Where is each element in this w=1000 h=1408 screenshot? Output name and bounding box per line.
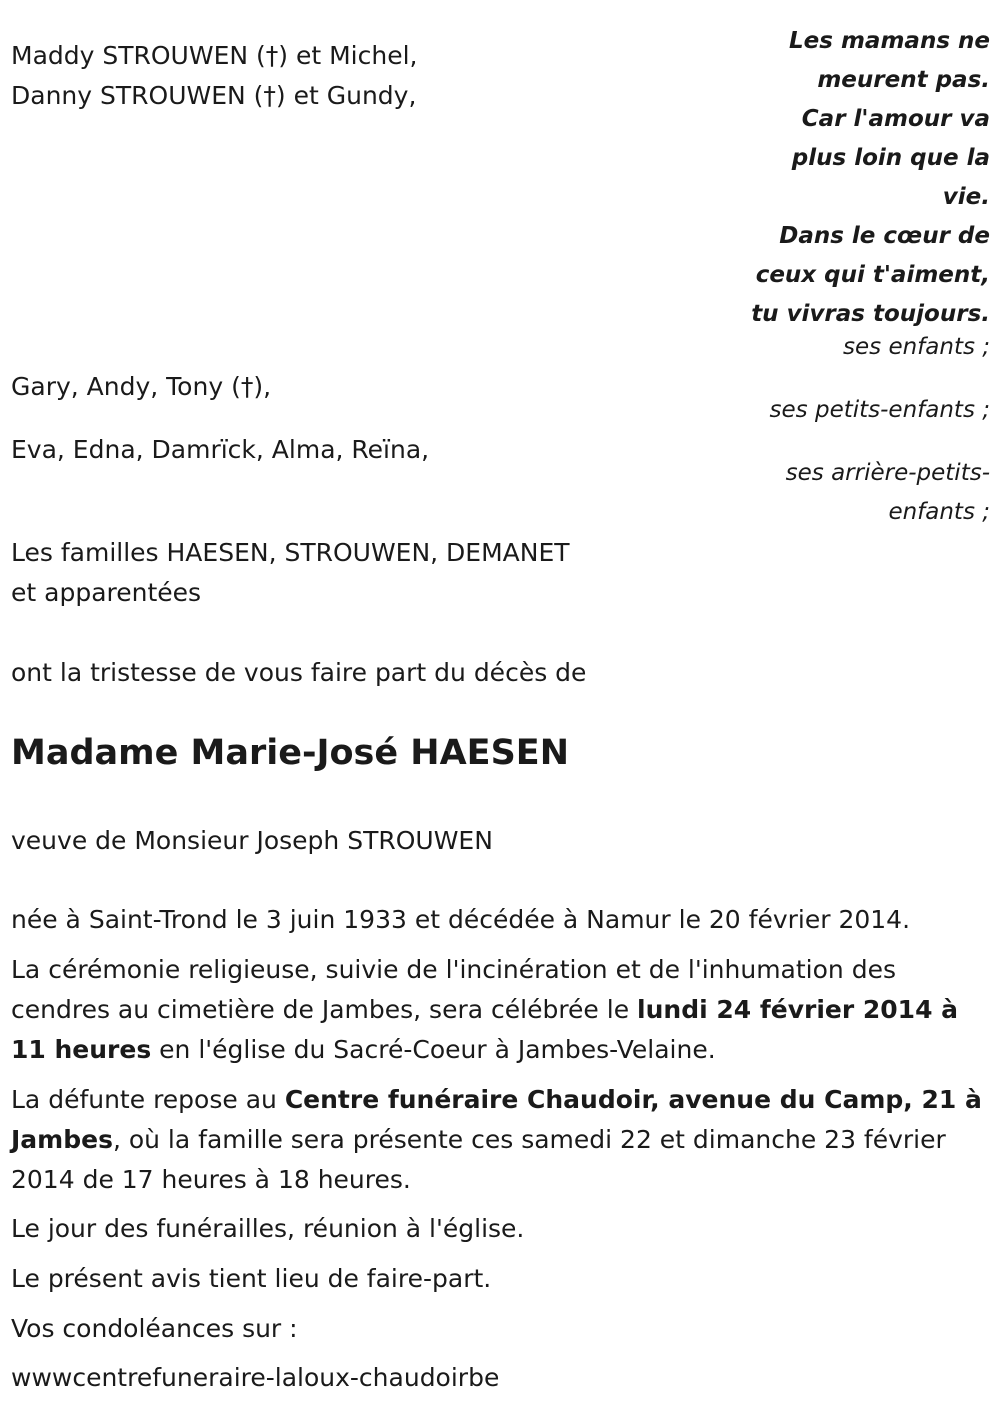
relation-grandchildren: ses petits-enfants ; [769, 397, 990, 423]
children-line-1: Maddy STROUWEN (†) et Michel, [11, 41, 418, 70]
ceremony-date: lundi 24 février 2014 à 11 heures [11, 995, 959, 1064]
great-grandchildren-line: Eva, Edna, Damrïck, Alma, Reïna, [11, 435, 430, 464]
notice: Le présent avis tient lieu de faire-part. [11, 1264, 492, 1293]
poem [740, 22, 990, 334]
widow-of: veuve de Monsieur Joseph STROUWEN [11, 826, 493, 855]
relation-great-grandchildren-1: ses arrière-petits- [785, 460, 990, 486]
announcement: ont la tristesse de vous faire part du décès de [11, 658, 587, 687]
poem-line: tu vivras toujours. [751, 301, 990, 327]
funeral-day: Le jour des funérailles, réunion à l'église. [11, 1214, 525, 1243]
poem-line: Dans le cœur de [779, 223, 990, 249]
poem-line: ceux qui t'aiment, [755, 262, 990, 288]
ceremony-text-2: en l'église du Sacré-Coeur à Jambes-Velaine. [151, 1035, 716, 1064]
deceased-name: Madame Marie-José HAESEN [11, 733, 570, 773]
condolences-label: Vos condoléances sur : [11, 1314, 298, 1343]
families-line-1: Les familles HAESEN, STROUWEN, DEMANET [11, 538, 570, 567]
ceremony-text-1: La cérémonie religieuse, suivie de l'incinération et de l'inhumation des cendres au cimetière de Jambes, sera célébrée le [11, 955, 896, 1024]
poem-line: plus loin que la [791, 145, 990, 171]
poem-line: vie. [942, 184, 990, 210]
rest-text-1: La défunte repose au [11, 1085, 285, 1114]
condolences-link[interactable]: wwwcentrefuneraire-laloux-chaudoirbe [11, 1363, 500, 1392]
families-line-2: et apparentées [11, 578, 202, 607]
rest-text-2: , où la famille sera présente ces samedi 22 et dimanche 23 février 2014 de 17 heures à 18 heures. [11, 1125, 946, 1194]
relation-children: ses enfants ; [843, 334, 990, 360]
poem-line: Car l'amour va [801, 106, 990, 132]
grandchildren-line: Gary, Andy, Tony (†), [11, 372, 272, 401]
relation-great-grandchildren-2: enfants ; [888, 499, 990, 525]
poem-line: meurent pas. [817, 67, 990, 93]
poem-line: Les mamans ne [789, 28, 990, 54]
rest-paragraph [11, 1080, 991, 1200]
ceremony-paragraph [11, 950, 991, 1070]
rest-location: Centre funéraire Chaudoir, avenue du Camp, 21 à Jambes [11, 1085, 982, 1154]
birth-death: née à Saint-Trond le 3 juin 1933 et décédée à Namur le 20 février 2014. [11, 905, 911, 934]
children-line-2: Danny STROUWEN (†) et Gundy, [11, 81, 417, 110]
